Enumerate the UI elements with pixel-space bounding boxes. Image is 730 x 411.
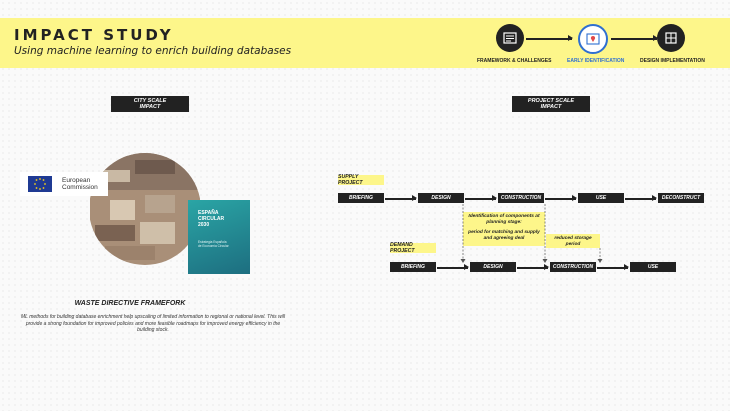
project-scale-heading: PROJECT SCALE IMPACT [512, 96, 590, 112]
demand-node-construction: CONSTRUCTION [550, 262, 596, 272]
city-scale-heading: CITY SCALE IMPACT [111, 96, 189, 112]
espana-title: ESPAÑA CIRCULAR 2030 [198, 210, 225, 228]
identification-note-title: Identification of components at planning stage: [468, 214, 540, 225]
supply-node-briefing: BRIEFING [338, 193, 384, 203]
page-title: IMPACT STUDY [14, 26, 174, 44]
storage-note: reduced storage period [546, 234, 600, 248]
demand-node-design: DESIGN [470, 262, 516, 272]
step-label-framework: FRAMEWORK & CHALLENGES [477, 58, 552, 64]
waste-directive-title: WASTE DIRECTIVE FRAMEFORK [74, 300, 186, 307]
supply-node-deconstruct: DECONSTRUCT [658, 193, 704, 203]
demand-node-use: USE [630, 262, 676, 272]
demand-project-label: DEMAND PROJECT [390, 243, 436, 253]
page-subtitle: Using machine learning to enrich building databases [14, 45, 292, 57]
step-label-early-identification: EARLY IDENTIFICATION [567, 58, 625, 64]
supply-node-construction: CONSTRUCTION [498, 193, 544, 203]
espana-subtitle: Estrategia Española de Economía Circular [198, 240, 229, 248]
supply-project-label: SUPPLY PROJECT [338, 175, 384, 185]
supply-node-use: USE [578, 193, 624, 203]
demand-node-briefing: BRIEFING [390, 262, 436, 272]
step-label-design-implementation: DESIGN IMPLEMENTATION [640, 58, 705, 64]
eu-logo-text: European Commission [62, 176, 98, 191]
supply-node-design: DESIGN [418, 193, 464, 203]
waste-directive-body: ML methods for building database enrichment help upscaling of limited information to regional or national level. This will provide a strong foundation for improved policies and more feasible roadmaps for improved energy efficiency in the building stock. [21, 314, 285, 333]
identification-note-period: period for matching and supply and agreeing deal [468, 230, 540, 241]
